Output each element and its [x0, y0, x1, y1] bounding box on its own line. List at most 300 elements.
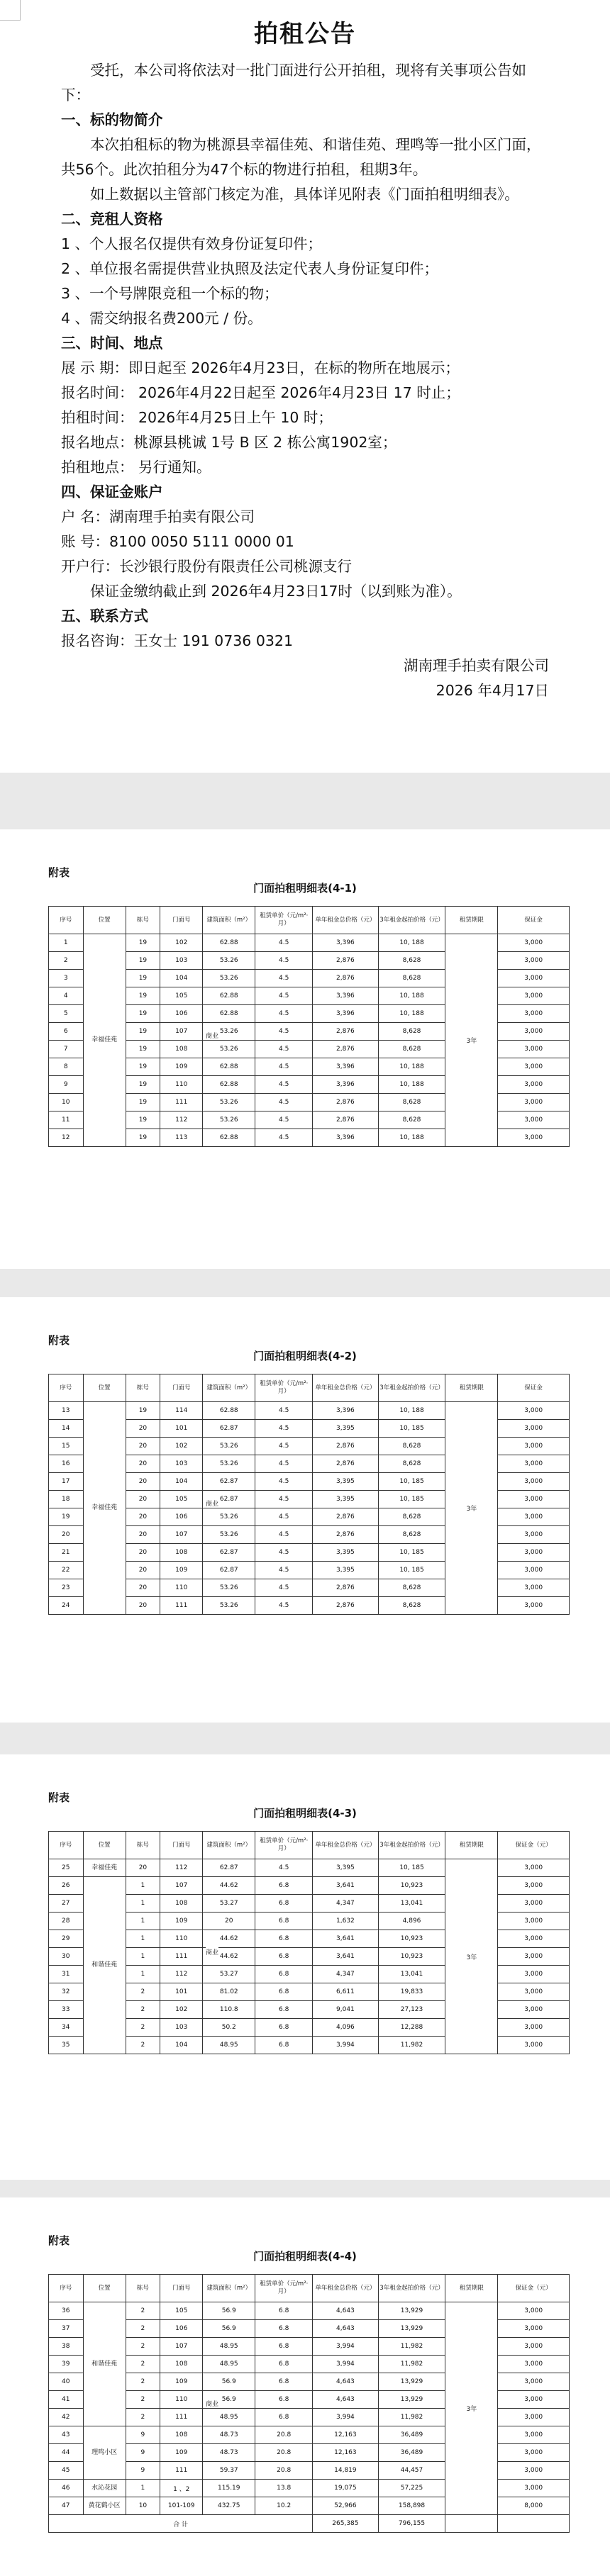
unit-number: 101	[160, 1420, 203, 1438]
lease-term: 3年	[445, 2302, 498, 2515]
unit-price: 4.5	[255, 1420, 313, 1438]
intro-paragraph: 受托，本公司将依法对一批门面进行公开拍租，现将有关事项公告如下：	[61, 62, 526, 103]
row-number: 34	[49, 2019, 84, 2037]
floor-area: 62.87	[203, 1473, 255, 1491]
row-number: 4	[49, 987, 84, 1005]
section-2-item: 1 、个人报名仅提供有效身份证复印件；	[61, 235, 323, 252]
building-number: 19	[126, 1005, 160, 1023]
unit-number: 106	[160, 2320, 203, 2338]
column-header: 租赁单价（元/m²·月）	[255, 2275, 313, 2302]
table-header-row	[49, 1374, 570, 1402]
unit-price: 6.8	[255, 1877, 313, 1895]
column-header: 建筑面积（m²）	[203, 907, 255, 934]
annual-rent: 2,876	[313, 1094, 378, 1111]
column-header: 栋号	[126, 1832, 160, 1859]
section-5-line: 报名咨询：王女士 191 0736 0321	[61, 632, 294, 649]
unit-number: 111	[160, 1597, 203, 1615]
column-header: 租赁期限	[445, 1832, 498, 1859]
unit-number: 108	[160, 1041, 203, 1058]
unit-number: 103	[160, 2019, 203, 2037]
use-label: 商业	[206, 1947, 218, 1956]
three-year-start-price: 13,929	[378, 2391, 445, 2409]
rental-table	[48, 2274, 570, 2533]
unit-price: 6.8	[255, 2391, 313, 2409]
deposit: 3,000	[498, 1877, 570, 1895]
deposit: 3,000	[498, 2426, 570, 2444]
deposit: 3,000	[498, 952, 570, 970]
section-3-heading: 三、时间、地点	[61, 335, 163, 352]
unit-price: 4.5	[255, 1438, 313, 1455]
total-annual-rent: 265,385	[313, 2515, 378, 2533]
three-year-start-price: 13,929	[378, 2302, 445, 2320]
appendix-label: 附表	[48, 1791, 70, 1804]
row-number: 27	[49, 1895, 84, 1913]
unit-price: 4.5	[255, 1473, 313, 1491]
row-number: 15	[49, 1438, 84, 1455]
three-year-start-price: 8,628	[378, 1455, 445, 1473]
section-3-line: 报名时间： 2026年4月22日起至 2026年4月23日 17 时止；	[61, 384, 460, 401]
column-header: 租赁单价（元/m²·月）	[255, 1832, 313, 1859]
building-number: 20	[126, 1526, 160, 1544]
rental-table	[48, 906, 570, 1147]
floor-area: 48.73	[203, 2444, 255, 2462]
unit-number: 111	[160, 2409, 203, 2426]
annual-rent: 3,396	[313, 987, 378, 1005]
annual-rent: 2,876	[313, 1111, 378, 1129]
floor-area: 56.9	[203, 2302, 255, 2320]
lease-term: 3年	[445, 1859, 498, 2054]
three-year-start-price: 8,628	[378, 1041, 445, 1058]
annual-rent: 3,395	[313, 1562, 378, 1579]
three-year-start-price: 10,923	[378, 1930, 445, 1948]
floor-area: 53.26	[203, 1455, 255, 1473]
section-2-item: 4 、需交纳报名费200元 / 份。	[61, 310, 262, 327]
deposit: 3,000	[498, 1473, 570, 1491]
annual-rent: 3,395	[313, 1491, 378, 1508]
column-header: 栋号	[126, 1374, 160, 1402]
annual-rent: 3,395	[313, 1473, 378, 1491]
unit-number: 106	[160, 1508, 203, 1526]
table-page-4	[0, 2197, 610, 2576]
deposit: 3,000	[498, 2391, 570, 2409]
unit-price: 4.5	[255, 934, 313, 952]
unit-number: 112	[160, 1111, 203, 1129]
unit-number: 101-109	[160, 2497, 203, 2515]
three-year-start-price: 13,929	[378, 2373, 445, 2391]
building-number: 20	[126, 1491, 160, 1508]
building-number: 20	[126, 1455, 160, 1473]
unit-price: 6.8	[255, 1983, 313, 2001]
row-number: 16	[49, 1455, 84, 1473]
section-1-paragraph-2: 如上数据以主管部门核定为准，具体详见附表《门面拍租明细表》。	[90, 186, 519, 203]
unit-price: 4.5	[255, 1005, 313, 1023]
three-year-start-price: 10,923	[378, 1948, 445, 1966]
annual-rent: 4,347	[313, 1966, 378, 1983]
row-number: 29	[49, 1930, 84, 1948]
building-number: 19	[126, 1094, 160, 1111]
row-number: 10	[49, 1094, 84, 1111]
annual-rent: 2,876	[313, 1041, 378, 1058]
table-title: 门面拍租明细表(4-4)	[253, 2250, 357, 2263]
rental-table	[48, 1374, 570, 1615]
column-header: 序号	[49, 1832, 84, 1859]
deposit: 3,000	[498, 987, 570, 1005]
column-header: 租赁单价（元/m²·月）	[255, 907, 313, 934]
annual-rent: 4,643	[313, 2391, 378, 2409]
building-number: 2	[126, 2302, 160, 2320]
building-number: 19	[126, 1129, 160, 1147]
unit-price: 6.8	[255, 1895, 313, 1913]
location-cell: 理鸣小区	[83, 2426, 126, 2480]
floor-area: 53.26	[203, 1438, 255, 1455]
location-cell: 幸福佳苑	[83, 1859, 126, 1877]
annual-rent: 4,643	[313, 2320, 378, 2338]
table-title: 门面拍租明细表(4-2)	[253, 1350, 357, 1362]
floor-area: 53.26	[203, 952, 255, 970]
floor-area: 62.87	[203, 1859, 255, 1877]
building-number: 20	[126, 1508, 160, 1526]
unit-price: 4.5	[255, 1508, 313, 1526]
unit-price: 6.8	[255, 2338, 313, 2356]
three-year-start-price: 11,982	[378, 2037, 445, 2054]
column-header: 门面号	[160, 1832, 203, 1859]
unit-number: 113	[160, 1129, 203, 1147]
three-year-start-price: 10, 188	[378, 1129, 445, 1147]
column-header: 建筑面积（m²）	[203, 2275, 255, 2302]
unit-price: 4.5	[255, 970, 313, 987]
row-number: 8	[49, 1058, 84, 1076]
annual-rent: 2,876	[313, 1508, 378, 1526]
building-number: 19	[126, 1023, 160, 1041]
deposit: 3,000	[498, 1562, 570, 1579]
annual-rent: 3,994	[313, 2409, 378, 2426]
deposit: 3,000	[498, 2409, 570, 2426]
row-number: 14	[49, 1420, 84, 1438]
annual-rent: 3,396	[313, 1402, 378, 1420]
floor-area: 62.88	[203, 1058, 255, 1076]
floor-area: 53.26	[203, 1526, 255, 1544]
annual-rent: 3,395	[313, 1420, 378, 1438]
row-number: 38	[49, 2338, 84, 2356]
row-number: 31	[49, 1966, 84, 1983]
three-year-start-price: 10, 185	[378, 1562, 445, 1579]
row-number: 11	[49, 1111, 84, 1129]
building-number: 19	[126, 987, 160, 1005]
empty-cell	[498, 2515, 570, 2533]
appendix-label: 附表	[48, 1334, 70, 1347]
table-header-row	[49, 1832, 570, 1859]
unit-number: 104	[160, 1473, 203, 1491]
building-number: 20	[126, 1438, 160, 1455]
deposit: 3,000	[498, 2356, 570, 2373]
deposit: 3,000	[498, 2444, 570, 2462]
building-number: 19	[126, 1058, 160, 1076]
building-number: 1	[126, 1930, 160, 1948]
row-number: 46	[49, 2480, 84, 2497]
unit-number: 107	[160, 1526, 203, 1544]
annual-rent: 19,075	[313, 2480, 378, 2497]
floor-area: 56.9	[203, 2373, 255, 2391]
unit-number: 105	[160, 2302, 203, 2320]
building-number: 19	[126, 1111, 160, 1129]
building-number: 19	[126, 970, 160, 987]
floor-area: 53.27	[203, 1966, 255, 1983]
row-number: 44	[49, 2444, 84, 2462]
three-year-start-price: 11,982	[378, 2409, 445, 2426]
deposit: 3,000	[498, 2001, 570, 2019]
deposit: 3,000	[498, 1023, 570, 1041]
table-header-row	[49, 907, 570, 934]
building-number: 9	[126, 2444, 160, 2462]
three-year-start-price: 11,982	[378, 2356, 445, 2373]
deposit: 3,000	[498, 2320, 570, 2338]
column-header: 租赁期限	[445, 1374, 498, 1402]
floor-area: 59.37	[203, 2462, 255, 2480]
floor-area: 48.95	[203, 2338, 255, 2356]
row-number: 6	[49, 1023, 84, 1041]
table-row	[49, 1402, 570, 1420]
unit-number: 110	[160, 1076, 203, 1094]
building-number: 2	[126, 1983, 160, 2001]
three-year-start-price: 8,628	[378, 1094, 445, 1111]
page-corner-fold	[0, 0, 21, 21]
lease-term: 3年	[445, 1402, 498, 1615]
unit-number: 107	[160, 1023, 203, 1041]
three-year-start-price: 13,041	[378, 1966, 445, 1983]
three-year-start-price: 57,225	[378, 2480, 445, 2497]
floor-area: 48.95	[203, 2409, 255, 2426]
unit-number: 110	[160, 1930, 203, 1948]
annual-rent: 9,041	[313, 2001, 378, 2019]
column-header: 单年租金总价格（元）	[313, 907, 378, 934]
building-number: 20	[126, 1597, 160, 1615]
building-number: 1	[126, 1966, 160, 1983]
three-year-start-price: 8,628	[378, 970, 445, 987]
building-number: 2	[126, 2409, 160, 2426]
unit-number: 108	[160, 1895, 203, 1913]
unit-price: 20.8	[255, 2426, 313, 2444]
floor-area: 53.26	[203, 1597, 255, 1615]
section-3-line: 展 示 期：即日起至 2026年4月23日，在标的物所在地展示；	[61, 359, 460, 376]
row-number: 18	[49, 1491, 84, 1508]
three-year-start-price: 27,123	[378, 2001, 445, 2019]
unit-number: 112	[160, 1859, 203, 1877]
deposit: 3,000	[498, 1859, 570, 1877]
annual-rent: 4,643	[313, 2302, 378, 2320]
unit-number: 110	[160, 1579, 203, 1597]
table-page-1	[0, 829, 610, 1269]
deposit: 3,000	[498, 1041, 570, 1058]
deposit: 3,000	[498, 1544, 570, 1562]
building-number: 19	[126, 1076, 160, 1094]
announcement-title: 拍租公告	[254, 20, 356, 48]
building-number: 2	[126, 2338, 160, 2356]
row-number: 26	[49, 1877, 84, 1895]
unit-price: 6.8	[255, 1930, 313, 1948]
floor-area: 62.88	[203, 1129, 255, 1147]
deposit: 3,000	[498, 1526, 570, 1544]
column-header: 序号	[49, 1374, 84, 1402]
building-number: 2	[126, 2019, 160, 2037]
column-header: 门面号	[160, 907, 203, 934]
deposit: 8,000	[498, 2497, 570, 2515]
column-header: 位置	[83, 1374, 126, 1402]
location-cell: 和谐佳苑	[83, 2302, 126, 2426]
section-4-line: 保证金缴纳截止到 2026年4月23日17时（以到账为准）。	[90, 583, 462, 600]
deposit: 3,000	[498, 1491, 570, 1508]
unit-number: 105	[160, 1491, 203, 1508]
three-year-start-price: 10, 185	[378, 1473, 445, 1491]
announcement-page	[0, 0, 610, 773]
building-number: 19	[126, 1402, 160, 1420]
annual-rent: 4,643	[313, 2373, 378, 2391]
floor-area: 53.26	[203, 1111, 255, 1129]
building-number: 20	[126, 1859, 160, 1877]
row-number: 3	[49, 970, 84, 987]
floor-area: 56.9	[203, 2391, 255, 2409]
location-cell: 幸福佳苑	[83, 934, 126, 1147]
building-number: 10	[126, 2497, 160, 2515]
three-year-start-price: 10, 188	[378, 934, 445, 952]
table-total-row	[49, 2515, 570, 2533]
floor-area: 53.26	[203, 1579, 255, 1597]
three-year-start-price: 8,628	[378, 1597, 445, 1615]
row-number: 22	[49, 1562, 84, 1579]
three-year-start-price: 10, 188	[378, 1076, 445, 1094]
use-label: 商业	[206, 1499, 218, 1508]
unit-number: 104	[160, 2037, 203, 2054]
unit-price: 4.5	[255, 952, 313, 970]
building-number: 2	[126, 2037, 160, 2054]
unit-price: 6.8	[255, 2356, 313, 2373]
row-number: 33	[49, 2001, 84, 2019]
annual-rent: 3,641	[313, 1877, 378, 1895]
building-number: 2	[126, 2391, 160, 2409]
column-header: 栋号	[126, 2275, 160, 2302]
floor-area: 62.88	[203, 1402, 255, 1420]
row-number: 9	[49, 1076, 84, 1094]
table-row	[49, 934, 570, 952]
row-number: 23	[49, 1579, 84, 1597]
unit-price: 4.5	[255, 1597, 313, 1615]
unit-price: 4.5	[255, 1526, 313, 1544]
row-number: 13	[49, 1402, 84, 1420]
floor-area: 44.62	[203, 1930, 255, 1948]
floor-area: 62.88	[203, 987, 255, 1005]
unit-number: 112	[160, 1966, 203, 1983]
deposit: 3,000	[498, 1966, 570, 1983]
building-number: 19	[126, 1041, 160, 1058]
unit-price: 4.5	[255, 1041, 313, 1058]
column-header: 3年租金起拍价格（元）	[378, 1832, 445, 1859]
three-year-start-price: 10, 185	[378, 1859, 445, 1877]
row-number: 35	[49, 2037, 84, 2054]
floor-area: 53.26	[203, 1023, 255, 1041]
location-cell: 幸福佳苑	[83, 1402, 126, 1615]
three-year-start-price: 8,628	[378, 1111, 445, 1129]
table-row	[49, 2302, 570, 2320]
deposit: 3,000	[498, 2037, 570, 2054]
unit-price: 13.8	[255, 2480, 313, 2497]
unit-number: 108	[160, 1544, 203, 1562]
annual-rent: 3,994	[313, 2037, 378, 2054]
unit-number: 109	[160, 2444, 203, 2462]
unit-number: 109	[160, 2373, 203, 2391]
unit-price: 20.8	[255, 2462, 313, 2480]
building-number: 1	[126, 1877, 160, 1895]
building-number: 20	[126, 1562, 160, 1579]
table-title: 门面拍租明细表(4-1)	[253, 882, 357, 895]
unit-price: 4.5	[255, 1544, 313, 1562]
floor-area: 62.87	[203, 1420, 255, 1438]
row-number: 41	[49, 2391, 84, 2409]
column-header: 门面号	[160, 1374, 203, 1402]
row-number: 24	[49, 1597, 84, 1615]
unit-number: 102	[160, 934, 203, 952]
annual-rent: 2,876	[313, 1579, 378, 1597]
deposit: 3,000	[498, 1455, 570, 1473]
deposit: 3,000	[498, 2462, 570, 2480]
annual-rent: 2,876	[313, 970, 378, 987]
column-header: 建筑面积（m²）	[203, 1374, 255, 1402]
section-1-paragraph-1: 本次拍租标的物为桃源县幸福佳苑、和谐佳苑、理鸣等一批小区门面，共56个。此次拍租分为47个标的物进行拍租，租期3年。	[61, 136, 541, 178]
three-year-start-price: 10,923	[378, 1877, 445, 1895]
annual-rent: 2,876	[313, 1455, 378, 1473]
row-number: 25	[49, 1859, 84, 1877]
deposit: 3,000	[498, 1913, 570, 1930]
column-header: 保证金	[498, 1374, 570, 1402]
annual-rent: 52,966	[313, 2497, 378, 2515]
building-number: 19	[126, 952, 160, 970]
building-number: 19	[126, 934, 160, 952]
building-number: 20	[126, 1544, 160, 1562]
floor-area: 44.62	[203, 1948, 255, 1966]
unit-number: 104	[160, 970, 203, 987]
deposit: 3,000	[498, 1058, 570, 1076]
building-number: 20	[126, 1579, 160, 1597]
unit-price: 10.2	[255, 2497, 313, 2515]
annual-rent: 6,611	[313, 1983, 378, 2001]
annual-rent: 4,347	[313, 1895, 378, 1913]
floor-area: 62.88	[203, 934, 255, 952]
column-header: 保证金（元）	[498, 2275, 570, 2302]
unit-price: 4.5	[255, 1579, 313, 1597]
location-cell: 和谐佳苑	[83, 1877, 126, 2054]
building-number: 2	[126, 2373, 160, 2391]
annual-rent: 2,876	[313, 1023, 378, 1041]
section-2-item: 2 、单位报名需提供营业执照及法定代表人身份证复印件；	[61, 260, 439, 277]
empty-cell	[445, 2515, 498, 2533]
column-header: 位置	[83, 1832, 126, 1859]
deposit: 3,000	[498, 2338, 570, 2356]
row-number: 2	[49, 952, 84, 970]
deposit: 3,000	[498, 2480, 570, 2497]
section-1-heading: 一、标的物简介	[61, 111, 163, 128]
table-row	[49, 1859, 570, 1877]
unit-number: 103	[160, 952, 203, 970]
table-header-row	[49, 2275, 570, 2302]
deposit: 3,000	[498, 1930, 570, 1948]
unit-price: 6.8	[255, 2019, 313, 2037]
section-2-item: 3 、一个号牌限竞租一个标的物；	[61, 285, 279, 302]
three-year-start-price: 8,628	[378, 1579, 445, 1597]
three-year-start-price: 8,628	[378, 1438, 445, 1455]
three-year-start-price: 12,288	[378, 2019, 445, 2037]
section-3-line: 报名地点：桃源县桃诚 1号 B 区 2 栋公寓1902室；	[61, 434, 397, 451]
building-number: 1	[126, 1913, 160, 1930]
three-year-start-price: 10, 185	[378, 1491, 445, 1508]
deposit: 3,000	[498, 970, 570, 987]
